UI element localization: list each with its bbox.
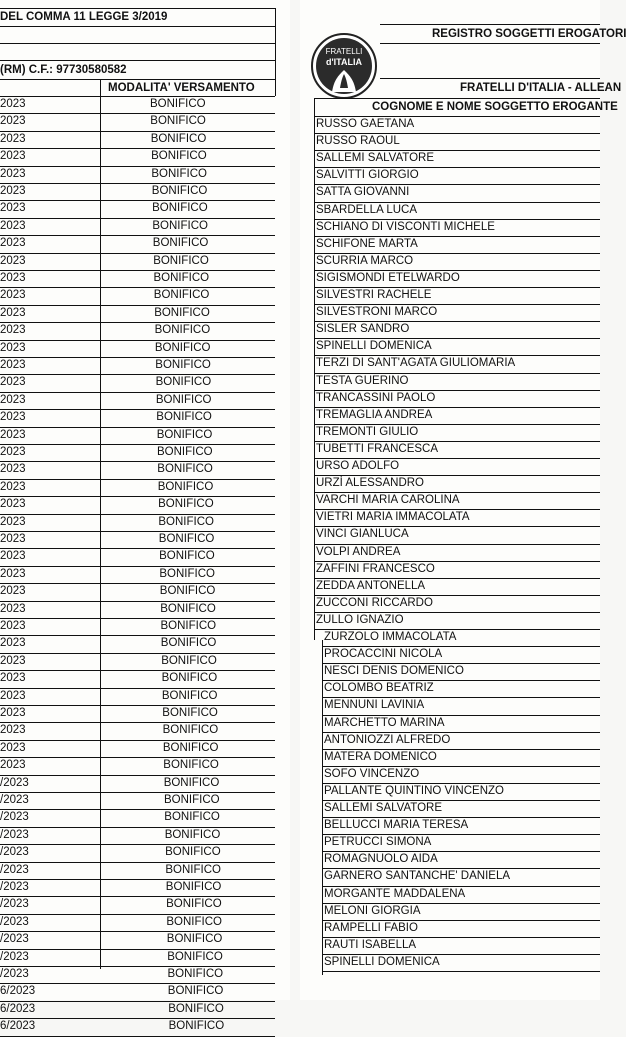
table-row-divider: [322, 903, 600, 904]
row-payment-method: BONIFICO: [165, 863, 221, 876]
table-row-divider: [314, 236, 600, 237]
table-border: [0, 96, 275, 97]
table-row-divider: [314, 475, 600, 476]
row-date: 2023: [0, 202, 26, 215]
row-donor-name: TRANCASSINI PAOLO: [316, 391, 436, 404]
row-donor-name: ROMAGNUOLO AIDA: [324, 853, 438, 866]
table-row-divider: [0, 427, 275, 428]
row-payment-method: BONIFICO: [160, 620, 217, 632]
fratelli-d-italia-logo: [310, 32, 378, 100]
table-row-divider: [0, 131, 275, 132]
row-donor-name: ZEDDA ANTONELLA: [316, 579, 426, 592]
row-payment-method: BONIFICO: [160, 602, 216, 615]
row-date: 2023: [0, 359, 26, 371]
row-payment-method: BONIFICO: [160, 637, 217, 650]
row-date: 2023: [0, 672, 26, 685]
table-row-divider: [322, 834, 600, 835]
table-row-divider: [0, 966, 275, 967]
table-row-divider: [0, 305, 275, 306]
row-donor-name: SATTA GIOVANNI: [316, 186, 410, 199]
logo-text-bottom: d'ITALIA: [326, 57, 362, 67]
row-donor-name: VARCHI MARIA CAROLINA: [316, 494, 460, 507]
row-date: /2023: [0, 950, 29, 963]
table-row-divider: [0, 357, 275, 358]
row-payment-method: BONIFICO: [167, 968, 224, 980]
row-donor-name: SPINELLI DOMENICA: [324, 955, 440, 968]
table-row-divider: [314, 458, 600, 459]
row-date: 2023: [0, 550, 26, 563]
row-date: 2023: [0, 393, 26, 406]
row-date: 2023: [0, 515, 26, 528]
table-border: [314, 116, 600, 117]
row-payment-method: BONIFICO: [166, 933, 223, 946]
row-date: /2023: [0, 968, 29, 980]
table-row-divider: [0, 340, 275, 341]
row-date: /2023: [0, 881, 29, 893]
table-row-divider: [314, 424, 600, 425]
table-row-divider: [0, 844, 275, 845]
table-row-divider: [0, 496, 275, 497]
row-date: 2023: [0, 480, 26, 493]
table-row-divider: [322, 663, 600, 664]
table-row-divider: [0, 235, 275, 236]
table-border: [0, 60, 275, 61]
table-row-divider: [0, 914, 275, 915]
row-date: 2023: [0, 254, 26, 267]
left-subtitle: (RM) C.F.: 97730580582: [0, 64, 127, 76]
row-payment-method: BONIFICO: [162, 724, 219, 737]
row-payment-method: BONIFICO: [162, 707, 218, 719]
row-payment-method: BONIFICO: [153, 289, 210, 302]
row-donor-name: ZUCCONI RICCARDO: [316, 596, 433, 609]
row-donor-name: MELONI GIORGIA: [324, 904, 421, 917]
row-date: 2023: [0, 724, 26, 737]
row-donor-name: SPINELLI DOMENICA: [316, 340, 432, 353]
table-row-divider: [314, 612, 600, 613]
row-payment-method: BONIFICO: [152, 219, 208, 232]
row-donor-name: SILVESTRI RACHELE: [316, 289, 432, 301]
table-row-divider: [314, 219, 600, 220]
table-row-divider: [322, 954, 600, 955]
table-row-divider: [314, 150, 600, 151]
row-donor-name: PALLANTE QUINTINO VINCENZO: [324, 784, 504, 797]
row-payment-method: BONIFICO: [165, 846, 221, 859]
table-row-divider: [0, 1036, 275, 1037]
table-row-divider: [314, 304, 600, 305]
table-row-divider: [0, 166, 275, 167]
row-donor-name: SCHIANO DI VISCONTI MICHELE: [316, 220, 495, 233]
table-border: [0, 26, 275, 27]
row-payment-method: BONIFICO: [165, 881, 222, 893]
table-row-divider: [322, 749, 600, 750]
table-row-divider: [0, 183, 275, 184]
table-row-divider: [0, 479, 275, 480]
row-payment-method: BONIFICO: [155, 359, 211, 371]
row-donor-name: MARCHETTO MARINA: [324, 716, 445, 729]
row-payment-method: BONIFICO: [150, 98, 206, 110]
row-payment-method: BONIFICO: [163, 776, 220, 789]
table-row-divider: [0, 862, 275, 863]
table-row-divider: [322, 732, 600, 733]
row-date: 2023: [0, 428, 26, 441]
row-date: /2023: [0, 863, 29, 876]
row-date: 6/2023: [0, 985, 36, 998]
table-row-divider: [0, 879, 275, 880]
row-date: 2023: [0, 167, 26, 180]
table-row-divider: [0, 601, 275, 602]
table-border: [314, 98, 600, 99]
row-payment-method: BONIFICO: [161, 689, 218, 702]
table-row-divider: [0, 896, 275, 897]
row-payment-method: BONIFICO: [154, 306, 210, 319]
table-row-divider: [314, 492, 600, 493]
table-row-divider: [314, 253, 600, 254]
table-row-divider: [0, 931, 275, 932]
row-donor-name: SALLEMI SALVATORE: [324, 802, 443, 814]
table-row-divider: [0, 740, 275, 741]
table-row-divider: [0, 322, 275, 323]
row-donor-name: SCHIFONE MARTA: [316, 237, 418, 250]
row-date: 2023: [0, 341, 26, 354]
table-row-divider: [314, 167, 600, 168]
table-row-divider: [314, 202, 600, 203]
row-payment-method: BONIFICO: [167, 985, 224, 998]
row-payment-method: BONIFICO: [164, 811, 220, 824]
right-party-name: FRATELLI D'ITALIA - ALLEAN: [460, 82, 622, 94]
table-row-divider: [0, 287, 275, 288]
table-row-divider: [0, 792, 275, 793]
row-donor-name: BELLUCCI MARIA TERESA: [324, 819, 469, 832]
row-donor-name: VIETRI MARIA IMMACOLATA: [316, 511, 470, 524]
row-donor-name: SCURRIA MARCO: [316, 254, 414, 267]
row-payment-method: BONIFICO: [163, 759, 219, 772]
row-payment-method: BONIFICO: [157, 463, 213, 476]
row-donor-name: URSO ADOLFO: [316, 460, 400, 472]
row-date: 2023: [0, 446, 26, 458]
row-donor-name: PROCACCINI NICOLA: [324, 648, 443, 661]
row-date: 2023: [0, 98, 26, 110]
table-row-divider: [0, 392, 275, 393]
table-border: [322, 640, 323, 975]
table-border: [380, 24, 600, 25]
table-row-divider: [0, 670, 275, 671]
row-donor-name: SOFO VINCENZO: [324, 767, 420, 780]
row-date: 2023: [0, 289, 26, 302]
table-row-divider: [0, 444, 275, 445]
row-donor-name: MORGANTE MADDALENA: [324, 887, 466, 900]
table-row-divider: [322, 697, 600, 698]
row-donor-name: MENNUNI LAVINIA: [324, 699, 425, 712]
row-date: 2023: [0, 272, 26, 284]
row-donor-name: NESCI DENIS DOMENICO: [324, 665, 464, 678]
row-date: 2023: [0, 376, 26, 389]
row-date: /2023: [0, 898, 29, 911]
row-payment-method: BONIFICO: [166, 915, 222, 928]
row-donor-name: RAUTI ISABELLA: [324, 938, 417, 951]
row-payment-method: BONIFICO: [154, 341, 211, 354]
row-payment-method: BONIFICO: [159, 567, 215, 580]
row-date: 2023: [0, 150, 26, 163]
row-donor-name: RUSSO GAETANA: [316, 118, 415, 130]
row-payment-method: BONIFICO: [159, 585, 216, 598]
table-row-divider: [0, 583, 275, 584]
table-row-divider: [0, 757, 275, 758]
table-row-divider: [0, 705, 275, 706]
table-row-divider: [322, 868, 600, 869]
table-row-divider: [0, 949, 275, 950]
table-row-divider: [314, 578, 600, 579]
table-row-divider: [0, 618, 275, 619]
row-date: /2023: [0, 811, 29, 824]
table-row-divider: [0, 775, 275, 776]
row-payment-method: BONIFICO: [166, 898, 222, 911]
row-date: 2023: [0, 567, 26, 580]
table-border: [0, 8, 275, 9]
row-date: 2023: [0, 707, 26, 719]
row-date: 2023: [0, 324, 26, 337]
row-date: 2023: [0, 411, 26, 424]
table-row-divider: [322, 800, 600, 801]
table-border: [0, 43, 275, 44]
row-donor-name: ANTONIOZZI ALFREDO: [324, 733, 451, 746]
row-payment-method: BONIFICO: [151, 185, 208, 197]
table-row-divider: [322, 680, 600, 681]
row-date: /2023: [0, 828, 29, 841]
table-row-divider: [0, 722, 275, 723]
table-row-divider: [0, 148, 275, 149]
table-row-divider: [322, 971, 600, 972]
row-date: 2023: [0, 533, 26, 545]
row-payment-method: BONIFICO: [153, 272, 210, 284]
table-row-divider: [322, 646, 600, 647]
row-payment-method: BONIFICO: [152, 237, 209, 250]
row-donor-name: PETRUCCI SIMONA: [324, 836, 432, 849]
row-date: 2023: [0, 498, 26, 511]
table-row-divider: [0, 409, 275, 410]
row-donor-name: ZURZOLO IMMACOLATA: [324, 631, 457, 643]
table-row-divider: [0, 113, 275, 114]
table-row-divider: [0, 688, 275, 689]
row-donor-name: TUBETTI FRANCESCA: [316, 442, 439, 455]
table-row-divider: [0, 1018, 275, 1019]
table-row-divider: [0, 531, 275, 532]
right-title: REGISTRO SOGGETTI EROGATORI: [432, 28, 626, 40]
table-row-divider: [314, 338, 600, 339]
table-row-divider: [314, 595, 600, 596]
row-donor-name: URZÌ ALESSANDRO: [316, 477, 424, 490]
row-donor-name: TESTA GUERINO: [316, 374, 409, 387]
row-donor-name: VOLPI ANDREA: [316, 545, 401, 558]
row-payment-method: BONIFICO: [156, 428, 213, 441]
table-border: [380, 43, 600, 44]
row-payment-method: BONIFICO: [164, 828, 221, 841]
row-payment-method: BONIFICO: [151, 150, 207, 163]
left-title: DEL COMMA 11 LEGGE 3/2019: [0, 11, 168, 23]
table-row-divider: [0, 514, 275, 515]
row-payment-method: BONIFICO: [161, 672, 218, 685]
row-donor-name: SILVESTRONI MARCO: [316, 306, 438, 319]
row-donor-name: ZAFFINI FRANCESCO: [316, 562, 435, 575]
row-date: 2023: [0, 306, 26, 319]
row-payment-method: BONIFICO: [155, 376, 212, 389]
row-date: 2023: [0, 602, 26, 615]
row-date: 6/2023: [0, 1020, 36, 1033]
table-row-divider: [0, 1001, 275, 1002]
row-donor-name: SBARDELLA LUCA: [316, 203, 417, 216]
left-column-header: MODALITA' VERSAMENTO: [108, 82, 255, 94]
table-row-divider: [0, 653, 275, 654]
row-payment-method: BONIFICO: [161, 654, 217, 667]
row-payment-method: BONIFICO: [153, 254, 209, 267]
row-payment-method: BONIFICO: [159, 550, 215, 563]
logo-text-top: FRATELLI: [325, 47, 363, 56]
table-row-divider: [0, 566, 275, 567]
left-document-page: [0, 0, 290, 1000]
row-donor-name: SISLER SANDRO: [316, 323, 410, 336]
table-row-divider: [322, 715, 600, 716]
row-date: 6/2023: [0, 1002, 36, 1015]
table-row-divider: [322, 783, 600, 784]
row-donor-name: RUSSO RAOUL: [316, 135, 400, 148]
table-row-divider: [314, 355, 600, 356]
table-row-divider: [314, 287, 600, 288]
row-payment-method: BONIFICO: [158, 533, 215, 545]
row-date: /2023: [0, 933, 29, 946]
row-payment-method: BONIFICO: [157, 446, 213, 458]
row-donor-name: GARNERO SANTANCHE' DANIELA: [324, 870, 511, 883]
table-row-divider: [314, 184, 600, 185]
table-row-divider: [0, 253, 275, 254]
row-donor-name: SALLEMI SALVATORE: [316, 152, 435, 165]
row-date: 2023: [0, 585, 26, 598]
row-donor-name: SIGISMONDI ETELWARDO: [316, 271, 460, 284]
row-date: /2023: [0, 794, 29, 806]
row-date: 2023: [0, 115, 26, 128]
table-row-divider: [0, 270, 275, 271]
row-donor-name: RAMPELLI FABIO: [324, 921, 418, 934]
row-donor-name: VINCI GIANLUCA: [316, 528, 409, 541]
table-row-divider: [314, 509, 600, 510]
table-row-divider: [314, 544, 600, 545]
table-border: [314, 98, 315, 640]
table-row-divider: [322, 766, 600, 767]
table-row-divider: [322, 817, 600, 818]
row-payment-method: BONIFICO: [150, 132, 207, 145]
row-date: 2023: [0, 654, 26, 667]
table-row-divider: [322, 920, 600, 921]
table-row-divider: [0, 461, 275, 462]
row-date: /2023: [0, 846, 29, 859]
table-border: [100, 79, 101, 969]
row-payment-method: BONIFICO: [152, 202, 208, 215]
row-payment-method: BONIFICO: [157, 480, 214, 493]
table-row-divider: [314, 321, 600, 322]
table-row-divider: [322, 886, 600, 887]
row-donor-name: TREMONTI GIULIO: [316, 425, 419, 438]
row-date: 2023: [0, 185, 26, 197]
row-donor-name: TERZI DI SANT'AGATA GIULIOMARIA: [316, 357, 516, 370]
row-date: /2023: [0, 776, 29, 789]
row-date: 2023: [0, 759, 26, 772]
table-row-divider: [314, 390, 600, 391]
row-date: 2023: [0, 463, 26, 476]
table-row-divider: [314, 629, 600, 630]
table-row-divider: [314, 133, 600, 134]
table-row-divider: [314, 561, 600, 562]
row-date: 2023: [0, 637, 26, 650]
table-row-divider: [314, 270, 600, 271]
row-payment-method: BONIFICO: [158, 515, 214, 528]
row-donor-name: SALVITTI GIORGIO: [316, 169, 419, 182]
row-date: 2023: [0, 219, 26, 232]
row-payment-method: BONIFICO: [150, 115, 206, 128]
row-payment-method: BONIFICO: [168, 1002, 224, 1015]
table-border: [275, 8, 276, 96]
row-date: 2023: [0, 620, 26, 632]
row-payment-method: BONIFICO: [168, 1020, 225, 1033]
row-payment-method: BONIFICO: [151, 167, 207, 180]
table-row-divider: [0, 200, 275, 201]
row-date: 2023: [0, 689, 26, 702]
row-date: 2023: [0, 237, 26, 250]
row-payment-method: BONIFICO: [154, 324, 211, 337]
row-donor-name: MATERA DOMENICO: [324, 750, 437, 763]
table-row-divider: [314, 526, 600, 527]
table-border: [380, 78, 600, 79]
row-payment-method: BONIFICO: [164, 794, 220, 806]
table-row-divider: [0, 374, 275, 375]
table-row-divider: [0, 218, 275, 219]
table-row-divider: [314, 373, 600, 374]
table-row-divider: [0, 983, 275, 984]
table-row-divider: [0, 827, 275, 828]
row-date: 2023: [0, 741, 26, 754]
row-donor-name: ZULLO IGNAZIO: [316, 613, 404, 626]
row-date: 2023: [0, 132, 26, 145]
right-column-header: COGNOME E NOME SOGGETTO EROGANTE: [372, 101, 618, 113]
table-border: [0, 79, 275, 80]
table-row-divider: [314, 441, 600, 442]
row-payment-method: BONIFICO: [167, 950, 223, 963]
row-payment-method: BONIFICO: [156, 411, 212, 424]
table-row-divider: [314, 407, 600, 408]
row-donor-name: COLOMBO BEATRIZ: [324, 682, 434, 695]
table-row-divider: [0, 635, 275, 636]
row-payment-method: BONIFICO: [158, 498, 214, 511]
row-payment-method: BONIFICO: [162, 741, 219, 754]
row-donor-name: TREMAGLIA ANDREA: [316, 408, 433, 421]
table-row-divider: [322, 851, 600, 852]
table-row-divider: [322, 937, 600, 938]
table-row-divider: [0, 809, 275, 810]
row-payment-method: BONIFICO: [155, 393, 212, 406]
row-date: /2023: [0, 915, 29, 928]
table-row-divider: [0, 548, 275, 549]
